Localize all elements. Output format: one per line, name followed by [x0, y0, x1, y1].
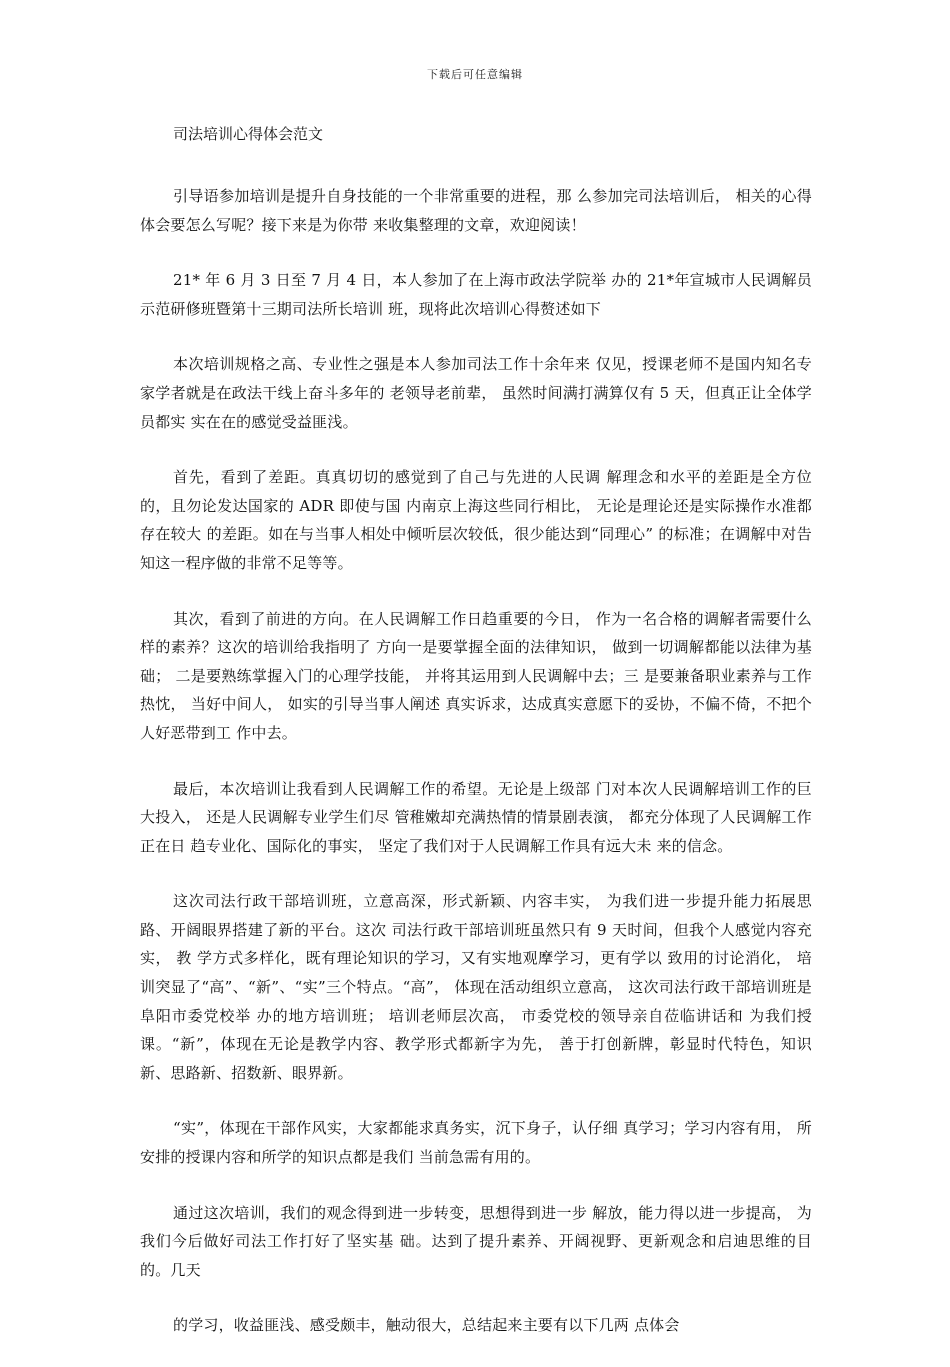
document-title: 司法培训心得体会范文 — [173, 125, 324, 143]
paragraph-through-training: 通过这次培训，我们的观念得到进一步转变，思想得到进一步 解放，能力得以进一步提高， 为我们今后做好司法工作打好了坚实基 础。达到了提升素养、开阔视野、更新观念和启迪思维的目的。几天 — [140, 1203, 812, 1279]
paragraph-summary: 的学习，收益匪浅、感受颇丰，触动很大，总结起来主要有以下几两 点体会 — [173, 1316, 680, 1335]
paragraph-training-class: 这次司法行政干部培训班，立意高深，形式新颖、内容丰实， 为我们进一步提升能力拓展思路、开阔眼界搭建了新的平台。这次 司法行政干部培训班虽然只有 9 天时间，但我个人感觉内容充实， 教 学方式多样化，既有理论知识的学习，又有实地观摩学习，更有学以 致用的讨论消化， 培训突显了“高”、“新”、“实”三个特点。“高”， 体现在活动组织立意高， 这次司法行政干部培训班是阜阳市委党校举 办的地方培训班； 培训老师层次高， 市委党校的领导亲自莅临讲话和 为我们授课。“新”，体现在无论是教学内容、教学形式都新字为先， 善于打创新牌，彰显时代特色，知识新、思路新、招数新、眼界新。 — [140, 892, 812, 1082]
paragraph-finally-hope: 最后，本次培训让我看到人民调解工作的希望。无论是上级部 门对本次人民调解培训工作的巨大投入， 还是人民调解专业学生们尽 管稚嫩却充满热情的情景剧表演， 都充分体现了人民调解工作正在日 趋专业化、国际化的事实， 坚定了我们对于人民调解工作具有远大未 来的信念。 — [140, 779, 812, 855]
paragraph-first-gap: 首先，看到了差距。真真切切的感觉到了自己与先进的人民调 解理念和水平的差距是全方位的，且勿论发达国家的 ADR 即使与国 内南京上海这些同行相比， 无论是理论还是实际操作水准都存在较大 的差距。如在与当事人相处中倾听层次较低，很少能达到“同理心” 的标准；在调解中对告知这一程序做的非常不足等等。 — [140, 468, 812, 572]
paragraph-intro: 引导语参加培训是提升自身技能的一个非常重要的进程，那 么参加完司法培训后， 相关的心得体会要怎么写呢？接下来是为你带 来收集整理的文章，欢迎阅读！ — [140, 187, 812, 234]
document-body — [140, 120, 812, 1367]
paragraph-training-dates: 21* 年 6 月 3 日至 7 月 4 日，本人参加了在上海市政法学院举 办的 21*年宣城市人民调解员示范研修班暨第十三期司法所长培训 班，现将此次培训心得赘述如下 — [140, 271, 812, 318]
page-header-note: 下载后可任意编辑 — [427, 68, 523, 81]
paragraph-training-quality: 本次培训规格之高、专业性之强是本人参加司法工作十余年来 仅见，授课老师不是国内知名专家学者就是在政法干线上奋斗多年的 老领导老前辈， 虽然时间满打满算仅有 5 天，但真正让全体学员都实 实在在的感觉受益匪浅。 — [140, 355, 812, 431]
paragraph-practical: “实”，体现在干部作风实，大家都能求真务实，沉下身子，认仔细 真学习；学习内容有用， 所安排的授课内容和所学的知识点都是我们 当前急需有用的。 — [140, 1119, 812, 1167]
paragraph-second-direction: 其次，看到了前进的方向。在人民调解工作日趋重要的今日， 作为一名合格的调解者需要什么样的素养？这次的培训给我指明了 方向一是要掌握全面的法律知识， 做到一切调解都能以法律为基础； 二是要熟练掌握入门的心理学技能， 并将其运用到人民调解中去；三 是要兼备职业素养与工作热忱， 当好中间人， 如实的引导当事人阐述 真实诉求，达成真实意愿下的妥协，不偏不倚，不把个人好恶带到工 作中去。 — [140, 609, 812, 742]
